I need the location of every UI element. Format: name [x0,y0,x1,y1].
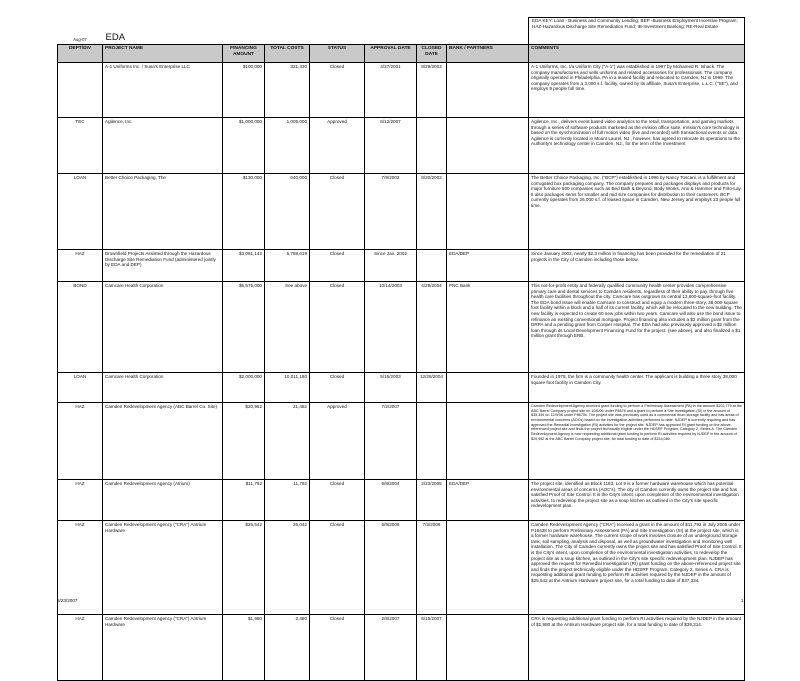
financing-amount-cell: $11,792 [223,480,265,521]
bank-partners-cell [447,403,529,480]
project-name-cell: Agilence, Inc. [103,118,223,174]
approval-date-cell: Since Jan. 2002 [365,250,417,282]
col-project: PROJECT NAME [103,45,223,63]
footer-date: 8/23/2007 [57,598,78,603]
financing-amount-cell: $100,000 [223,63,265,118]
comments-cell: Since January 2002, nearly $2.3 million in financing has been provided for the remediation of 21 projects in the City of Camden including those below. [529,250,745,282]
comments-cell: Agilence, Inc., delivers event based video analytics to the retail, transportation, and gaming markets through a series of software products marketed as the eVision office suite. eVision's core technology is based on the synchronization of full motion video (live and recorded) with transactional events or data. Agilence is currently located in Mount Laurel, NJ., however, has agreed to relocate its operations to the Authority's technology center in Camden, NJ., for the term of the Investment [529,118,745,174]
table-row [58,615,745,681]
total-costs-cell: 11,792 [265,480,310,521]
col-comments: COMMENTS [529,45,745,63]
project-name-cell: Camden Redevelopment Agency (Atrium) [103,480,223,521]
status-cell: Closed [310,282,365,373]
comments-cell: A-1 Uniforms, Inc. t/a Uniform City ("A-1") was established in 1997 by Mohamed R. Ishack. The company manufactures and sells uniforms and related accessories for professionals. The company originally operated in Philadelphia, PA in a leased facility and relocated to Camden, NJ in 1999. The company operates from a 3,000 s.f. facility, owned by its affiliate, Susa's Enterprise, L.L.C. ("SE"), and employs 9 people full time. [529,63,745,118]
table-body [58,63,745,681]
bank-partners-cell [447,521,529,615]
table-row [58,373,745,403]
total-costs-cell: 2,480 [265,615,310,681]
bank-partners-cell [447,174,529,250]
col-status: STATUS [310,45,365,63]
table-row [58,174,745,250]
col-financing: FINANCING AMOUNT [223,45,265,63]
table-row [58,521,745,615]
table-row [58,250,745,282]
project-name-cell: A-1 Uniforms Inc. / Susa's Enterprise LLC [103,63,223,118]
comments-cell: Camden Redevelopment Agency ("CRA") received a grant in the amount of $11,792 in July 2005 under P16438 to perform Preliminary Assessment (PA) and Site Investigation (SI) at the project site, which is a former hardware warehouse. The current scope of work involves closure of an underground storage tank, soil sampling, analysis and disposal, as well as groundwater investigation and monitoring well installation. The City of Camden currently owns the project site and has satisfied Proof of Site Control. It is the City's intent, upon completion of the environmental investigation activities, to redevelop the project site as a soup kitchen, as outlined in the City's site specific redevelopment plan. NJDEP has approved the request for Remedial Investigation (RI) grant funding on the above-referenced project site and finds the project technically eligible under the HDSRF Program, Category 2, Series A. CRA is requesting additional grant funding to perform RI activities required by the NJDEP in the amount of $25,542 at the Antrium Hardware project site, for a total funding to date of $37,334. [529,521,745,615]
total-costs-cell: See above [265,282,310,373]
bank-partners-cell: EDA/DEP [447,480,529,521]
dept-cell: TEC [58,118,103,174]
dept-cell: HAZ [58,480,103,521]
financing-amount-cell: $3,081,143 [223,250,265,282]
comments-cell: This not-for-profit entity and federally qualified community health center provides comprehensive primary care and dental services to Camden residents, regardless of their ability to pay, through five health care facilities throughout the city. Camcare has outgrown its central 13,600-square-foot facility. The EDA bond issue will enable Camcare to construct and equip a modern three-story, 38,000-square foot facility within a block and a half of its current facility, which will be relocated to the new building. The new facility is expected to create 60 new jobs within two years. Camcare will also use the bond issue to refinance an existing conventional mortgage. Project financing also includes a $2 million grant from the DRPA and a pending grant from Cooper Hospital. The EDA had also previously approved a $2 million loan through its Local Development Financing Fund for the project. (see above), and also finalized a $1 million grant through ERB. [529,282,745,373]
dept-cell: LOAN [58,373,103,403]
closed-date-cell [417,118,447,174]
status-cell: Closed [310,521,365,615]
comments-cell: CRA is requesting additional grant funding to perform RI activities required by the NJDEP in the amount of $1,980 at the Antrium Hardware project site, for a total funding to date of $39,314. [529,615,745,681]
total-costs-cell: 10,011,180 [265,373,310,403]
report-date: Aug-07 [58,18,103,45]
total-costs-cell: 5,788,619 [265,250,310,282]
status-cell: Closed [310,250,365,282]
table-row [58,118,745,174]
status-cell: Closed [310,373,365,403]
financing-amount-cell: $5,575,000 [223,282,265,373]
col-total: TOTAL COSTS [265,45,310,63]
approval-date-cell: 5/9/2006 [365,521,417,615]
comments-cell: The Better Choice Packaging, Inc. ("BCP") established in 1996 by Nancy Toscani, is a fulfillment and corrugated box packaging company. The company prepares and packages displays and products for major furniture 500 companies such as Bed Bath & Beyond, Body Works, Ann & Hammer and Frito-Lay. It also packages items for smaller and mid size companies for distribution to their customers. BCP currently operates from 26,000 s.f. of leased space in Camden, New Jersey and employs 23 people full time. [529,174,745,250]
approval-date-cell: 2/8/2007 [365,615,417,681]
dept-cell: HAZ [58,615,103,681]
approval-date-cell: 7/9/2002 [365,174,417,250]
project-name-cell: Camcare Health Corporation [103,373,223,403]
status-cell: Closed [310,174,365,250]
col-dept: DEPT/DIV [58,45,103,63]
total-costs-cell: 640,000 [265,174,310,250]
page-title: EDA [103,18,529,45]
eda-key: EDA KEY: Loan - Business and Community Lending; BEP -Business Employment Incentive Program; HAZ-Hazardous Discharge Site Remediation Fund; IB-Investment Banking; RE-Real Estate [529,18,745,45]
closed-date-cell: 7/3/2006 [417,521,447,615]
table-row [58,403,745,480]
project-name-cell: Brownfield Projects Assisted through the Hazardous Discharge Site Remediation Fund (administered jointly by EDA and DEP) [103,250,223,282]
comments-cell: The project site, identified as Block 1183, Lot 9 is a former hardware warehouse which has potential environmental areas of concerns (AOC's). The city of Camden currently owns the project site and has satisfied Proof of Site Control. It is the City's intent, upon completion of the environmental investigation activities, to redevelop the project site as a soup kitchen as outlined in the City's site specific redevelopment plan. [529,480,745,521]
closed-date-cell: 8/29/2003 [417,63,447,118]
col-closed: CLOSED DATE [417,45,447,63]
status-cell: Approved [310,403,365,480]
financing-amount-cell: $1,000,000 [223,118,265,174]
column-header-row [58,45,745,63]
comments-cell: Founded in 1978, the firm is a community health center. The applicant is building a three story 38,000 square foot facility in Camden City. [529,373,745,403]
col-approval: APPROVAL DATE [365,45,417,63]
approval-date-cell: 10/14/2003 [365,282,417,373]
closed-date-cell [417,403,447,480]
total-costs-cell: 26,042 [265,521,310,615]
col-bank: BANK / PARTNERS [447,45,529,63]
table-row [58,480,745,521]
closed-date-cell: 2/23/2005 [417,480,447,521]
status-cell: Closed [310,615,365,681]
total-costs-cell: 1,005,000 [265,118,310,174]
total-costs-cell: 21,452 [265,403,310,480]
approval-date-cell: 4/27/2001 [365,63,417,118]
dept-cell: HAZ [58,403,103,480]
approval-date-cell: 6/12/2007 [365,118,417,174]
closed-date-cell: 8/20/2002 [417,174,447,250]
bank-partners-cell [447,63,529,118]
table-row [58,63,745,118]
closed-date-cell [417,250,447,282]
approval-date-cell: 7/2/2007 [365,403,417,480]
financing-amount-cell: $20,952 [223,403,265,480]
dept-cell: LOAN [58,174,103,250]
project-name-cell: Camden Redevelopment Agency ("CRA") Antrium Hardware [103,521,223,615]
comments-cell: Camden Redevelopment Agency received grant funding to perform a Preliminary Assessment (PA) in the amount $102,779 at the ABC Barrel Company project site on 10/6/06 under P8678 and a grant to perform a Site Investigation (SI) in the amount of $35,349 on 12/9/08 under P8679s. The project site was previously used as a commercial drum storage facility and has areas of environmental concerns (AOCs) based on the investigation activities performed to date. NJDEP is currently requiring and has approved the Remedial Investigation (RI) activities for the project site. NJDEP has approved RI grant funding on the above-referenced project site and finds the project technically eligible under the HDSRF Program, Category 2, Series A. The Camden Redevelopment Agency is now requesting additional grant funding to perform RI activities required by NJDEP in the amount of $20,952 at the ABC Barrel Company project site, for total funding to date of $154,080. [529,403,745,480]
total-costs-cell: 321,330 [265,63,310,118]
bank-partners-cell: EDA/DEP [447,250,529,282]
status-cell: Closed [310,63,365,118]
dept-cell [58,63,103,118]
closed-date-cell: 6/15/2007 [417,615,447,681]
financing-amount-cell: $1,980 [223,615,265,681]
closed-date-cell: 4/29/2004 [417,282,447,373]
approval-date-cell: 5/16/2003 [365,373,417,403]
project-name-cell: Camcare Health Corporation [103,282,223,373]
project-name-cell: Better Choice Packaging, The [103,174,223,250]
financing-amount-cell: $130,000 [223,174,265,250]
dept-cell: HAZ [58,521,103,615]
approval-date-cell: 6/8/2004 [365,480,417,521]
financing-amount-cell: $25,542 [223,521,265,615]
page-number: 1 [741,598,744,603]
project-name-cell: Camden Redevelopment Agency ("CRA") Antrium Hardware [103,615,223,681]
financing-amount-cell: $2,000,000 [223,373,265,403]
bank-partners-cell [447,615,529,681]
bank-partners-cell [447,373,529,403]
bank-partners-cell [447,118,529,174]
closed-date-cell: 12/28/2004 [417,373,447,403]
report-sheet [57,17,744,681]
project-table [57,17,745,681]
project-name-cell: Camden Redevelopment Agency (ABC Barrel Co. Site) [103,403,223,480]
bank-partners-cell: PNC Bank [447,282,529,373]
dept-cell: BOND [58,282,103,373]
status-cell: Closed [310,480,365,521]
dept-cell: HAZ [58,250,103,282]
table-row [58,282,745,373]
status-cell: Approved [310,118,365,174]
